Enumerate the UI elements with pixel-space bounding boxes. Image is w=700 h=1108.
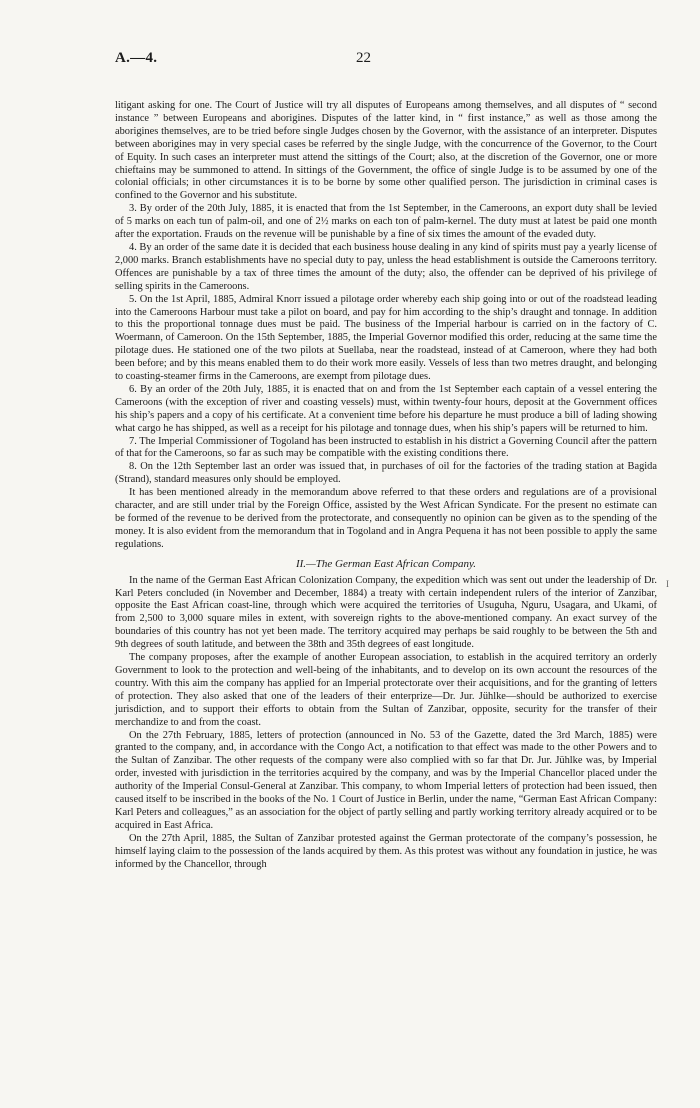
- paragraph: 5. On the 1st April, 1885, Admiral Knorr issued a pilotage order whereby each ship going into or out of the roadstead leading into the Cameroons Harbour must take a pilot on board, and pay for him according to the ship’s draught and tonnage. In addition to this the proportional tonnage dues must be paid. The business of the Imperial harbour is carried on in the factory of C. Woermann, of Cameroon. On the 15th September, 1885, the Imperial Governor modified this order, reducing at the same time the pilotage dues. He stationed one of the two pilots at Suellaba, near the roadstead, instead of at Cameroon, where they had both been before; and by this means enabled them to do their work more easily. Vessels of less than two metres draught, and belonging to coasting-steamer firms in the Cameroons, are exempt from pilotage dues.: [115, 293, 657, 383]
- document-body: [115, 100, 657, 871]
- paragraph: litigant asking for one. The Court of Justice will try all disputes of Europeans among themselves, and all disputes of “ second instance ” between Europeans and aborigines. Disputes of the latter kind, in “ first instance,” as well as those among the aborigines themselves, are to be tried before single Judges chosen by the Governor, with the assistance of an interpreter. Disputes between aborigines may in very special cases be referred by the single Judge, with the concurrence of the Governor, to the Court of Equity. In such cases an interpreter must attend the sittings of the Court; also, at the discretion of the Governor, one or more chieftains may be summoned to attend. In sittings of the Government, the office of single Judge is to be assumed by one of the colonial officials; in other circumstances it is to be borne by some other qualified person. The jurisdiction in criminal cases is confined to the Governor and his substitute.: [115, 100, 657, 202]
- paragraph: On the 27th April, 1885, the Sultan of Zanzibar protested against the German protectorate of the company’s possession, he himself laying claim to the possession of the lands acquired by them. As this protest was without any foundation in justice, he was informed by the Chancellor, through: [115, 832, 657, 870]
- paragraph: 8. On the 12th September last an order was issued that, in purchases of oil for the factories of the trading station at Bagida (Strand), standard measures only should be employed.: [115, 461, 657, 486]
- paragraph: It has been mentioned already in the memorandum above referred to that these orders and regulations are of a provisional character, and are still under trial by the Foreign Office, assisted by the West African Syndicate. For the present no estimate can be formed of the revenue to be derived from the protectorate, and consequently no opinion can be given as to the spending of the money. It is also evident from the memorandum that in Togoland and in Angra Pequena it has not been possible to apply the same regulations.: [115, 487, 657, 550]
- paragraph: 7. The Imperial Commissioner of Togoland has been instructed to establish in his district a Governing Council after the pattern of that for the Cameroons, so far as such may be compatible with the existing conditions there.: [115, 435, 657, 460]
- paragraph: 4. By an order of the same date it is decided that each business house dealing in any kind of spirits must pay a yearly license of 2,000 marks. Branch establishments have no special duty to pay, unless the head establishment is outside the Cameroons territory. Offences are punishable by a tax of three times the amount of the duty; also, the offender can be deprived of his privilege of selling spirits in the Cameroons.: [115, 241, 657, 292]
- document-reference: A.—4.: [115, 50, 158, 66]
- paragraph: The company proposes, after the example of another European association, to establish in the acquired territory an orderly Government to look to the protection and well-being of the inhabitants, and to develop on its own account the resources of the country. With this aim the company has applied for an Imperial protectorate over their acquisitions, and for the granting of letters of protection. They also asked that one of the leaders of their enterprize—Dr. Jur. Jühlke—should be authorized to exercise jurisdiction, and to support their efforts to obtain from the Sultan of Zanzibar, opposite, security for the transfer of their merchandize to and from the coast.: [115, 652, 657, 728]
- margin-mark: I: [666, 579, 669, 589]
- paragraph: 6. By an order of the 20th July, 1885, it is enacted that on and from the 1st September each captain of a vessel entering the Cameroons (with the exception of river and coasting vessels) must, within twenty-four hours, deposit at the Government offices his ship’s papers and a copy of his certificate. At a convenient time before his departure he must produce a bill of lading showing what cargo he has shipped, as well as a receipt for his pilotage and tonnage dues, when his ship’s papers will be returned to him.: [115, 383, 657, 434]
- section-heading: II.—The German East African Company.: [295, 557, 477, 570]
- paragraph: On the 27th February, 1885, letters of protection (announced in No. 53 of the Gazette, dated the 3rd March, 1885) were granted to the company, and, in accordance with the Congo Act, a notification to that effect was made to the other Powers and to the Sultan of Zanzibar. The other requests of the company were also complied with so far that Dr. Jur. Jühlke was, by Imperial order, invested with jurisdiction in the territories acquired by the company, and was by the Imperial Chancellor placed under the authority of the Imperial Consul-General at Zanzibar. This company, to whom Imperial letters of protection had been issued, then caused itself to be inscribed in the books of the No. 1 Court of Justice in Berlin, under the name, “German East African Company: Karl Peters and colleagues,” as an association for the object of partly selling and partly working territory already acquired or to be acquired in East Africa.: [115, 729, 657, 831]
- paragraph: In the name of the German East African Colonization Company, the expedition which was sent out under the leadership of Dr. Karl Peters concluded (in November and December, 1884) a treaty with certain independent rulers of the interior of Zanzibar, opposite the East African coast-line, through which were acquired the territories of Usuguha, Nguru, Usagara, and Ukami, of from 2,500 to 3,000 square miles in extent, with sovereign rights to the above-mentioned company. An exact survey of the boundaries of this country has not yet been made. The territory acquired may perhaps be said roughly to be between the 5th and 9th degrees of south latitude, and between the 38th and 35th degrees of east longitude.: [115, 574, 657, 651]
- page-number: 22: [356, 50, 371, 66]
- paragraph: 3. By order of the 20th July, 1885, it is enacted that from the 1st September, in the Cameroons, an export duty shall be levied of 5 marks on each tun of palm-oil, and one of 2½ marks on each ton of palm-kernel. The duty must at latest be paid one month after the exportation. Frauds on the revenue will be punishable by a fine of six times the amount of the evaded duty.: [115, 203, 657, 241]
- page-header: [0, 50, 700, 72]
